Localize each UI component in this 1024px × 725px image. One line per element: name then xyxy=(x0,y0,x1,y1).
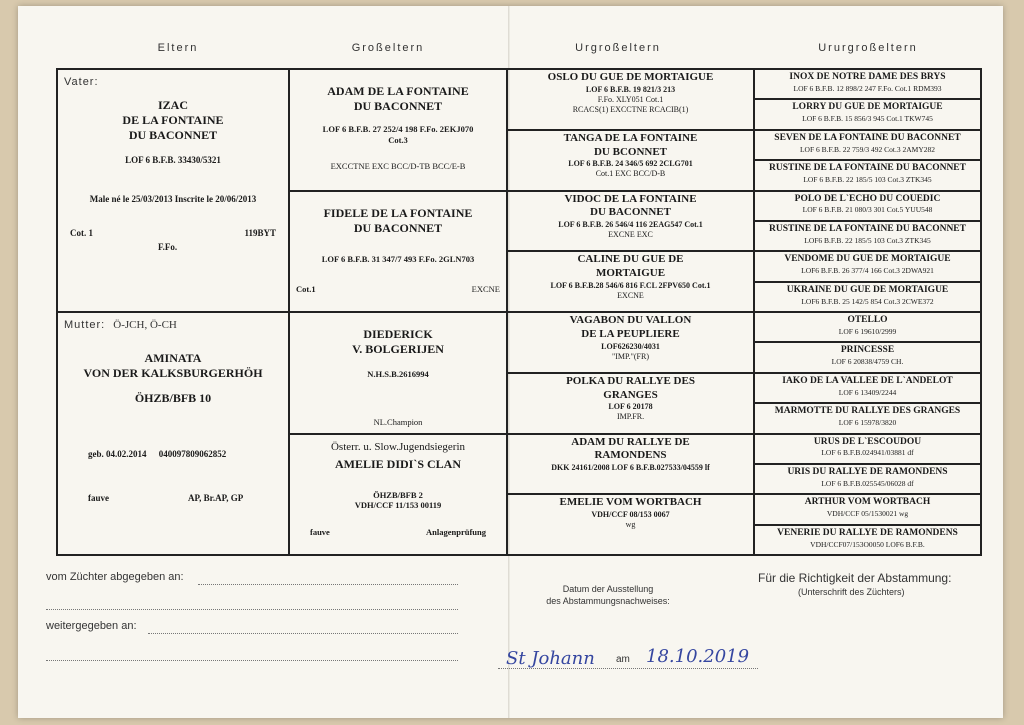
great-grandparent-cell xyxy=(507,373,754,434)
gp-notes: Anlagenprüfung xyxy=(426,527,486,537)
great-grandparent-cell xyxy=(507,312,754,373)
gp-name: FIDELE DE LA FONTAINE xyxy=(323,206,473,220)
ggp-text: IMP.FR. xyxy=(616,412,645,422)
gggp-reg: LOF 6 B.F.B. 21 080/3 301 Cot.5 YUU548 xyxy=(802,205,933,215)
ggp-text: OSLO DU GUE DE MORTAIGUE xyxy=(547,71,714,83)
grandparent-cell xyxy=(289,434,507,555)
ggp-text: POLKA DU RALLYE DES xyxy=(566,374,695,387)
father-id: 119BYT xyxy=(244,228,276,238)
gggp-name: MARMOTTE DU RALLYE DES GRANGES xyxy=(774,406,961,417)
gggp-reg: LOF6 B.F.B. 22 185/5 103 Cot.3 ZTK345 xyxy=(804,235,931,245)
great-great-grandparent-cell xyxy=(754,191,981,221)
great-great-grandparent-cell xyxy=(754,282,981,312)
passed-line-2[interactable] xyxy=(46,660,458,661)
ggp-text: LOF 6 B.F.B. 19 821/3 213 xyxy=(585,84,676,94)
ggp-text: VIDOC DE LA FONTAINE xyxy=(564,192,697,205)
mother-reg: ÖHZB/BFB 10 xyxy=(134,391,212,405)
gggp-name: ARTHUR VOM WORTBACH xyxy=(804,497,931,508)
gggp-reg: LOF 6 13409/2244 xyxy=(838,387,897,397)
great-great-grandparent-cell xyxy=(754,251,981,281)
gggp-name: INOX DE NOTRE DAME DES BRYS xyxy=(789,72,946,82)
great-grandparent-cell xyxy=(507,130,754,191)
ggp-text: LOF626230/4031 xyxy=(601,341,660,351)
gp-reg: ÖHZB/BFB 2 xyxy=(373,489,423,500)
gggp-reg: LOF 6 15978/3820 xyxy=(838,418,897,427)
mother-cell xyxy=(57,312,289,555)
breeder-label: vom Züchter abgegeben an: xyxy=(46,571,184,583)
signature-label: (Unterschrift des Züchters) xyxy=(798,587,905,597)
mother-label: Mutter: xyxy=(64,319,106,331)
gp-cot: Cot.3 xyxy=(388,134,408,145)
gggp-reg: LOF 6 20838/4759 CH. xyxy=(831,357,904,367)
ggp-text: VAGABON DU VALLON xyxy=(569,314,692,326)
date-label-1: Datum der Ausstellung xyxy=(562,584,654,594)
passed-label: weitergegeben an: xyxy=(46,620,137,632)
gp-name: ADAM DE LA FONTAINE xyxy=(327,84,469,98)
gggp-reg: VDH/CCF07/153O0050 LOF6 B.F.B. xyxy=(810,539,925,549)
gggp-reg: LOF 6 B.F.B.025545/06028 df xyxy=(821,478,914,488)
header-grosseltern: Großeltern xyxy=(351,42,425,54)
gggp-name: URIS DU RALLYE DE RAMONDENS xyxy=(787,466,948,477)
gp-reg: N.H.S.B.2616994 xyxy=(367,369,429,379)
gggp-name: VENDOME DU GUE DE MORTAIGUE xyxy=(784,254,951,265)
pedigree-table xyxy=(56,68,982,556)
great-great-grandparent-cell xyxy=(754,160,981,190)
father-label: Vater: xyxy=(64,76,99,88)
grandparent-cell xyxy=(289,69,507,191)
gggp-reg: LOF 6 B.F.B. 15 856/3 945 Cot.1 TKW745 xyxy=(802,114,933,124)
gggp-reg: LOF 6 B.F.B. 22 185/5 103 Cot.3 ZTK345 xyxy=(803,175,932,184)
gggp-reg: LOF6 B.F.B. 26 377/4 166 Cot.3 2DWA921 xyxy=(801,266,934,276)
ggp-text: VDH/CCF 08/153 0067 xyxy=(591,510,670,519)
father-name-2: DE LA FONTAINE xyxy=(122,113,224,127)
gp-notes: EXCCTNE EXC BCC/D-TB BCC/E-B xyxy=(330,161,466,172)
ggp-text: CALINE DU GUE DE xyxy=(577,253,684,266)
header-ururgrosseltern: Ururgroßeltern xyxy=(818,42,918,54)
gggp-name: IAKO DE LA VALLEE DE L`ANDELOT xyxy=(782,375,953,386)
mother-chip: 040097809062852 xyxy=(158,449,227,459)
issue-place: St Johann xyxy=(506,648,595,669)
gggp-name: RUSTINE DE LA FONTAINE DU BACONNET xyxy=(769,223,966,234)
gp-reg: VDH/CCF 11/153 00119 xyxy=(354,500,442,511)
am-label: am xyxy=(616,654,630,665)
great-great-grandparent-cell xyxy=(754,312,981,342)
ggp-text: GRANGES xyxy=(603,388,658,401)
great-great-grandparent-cell xyxy=(754,99,981,129)
mother-tests: AP, Br.AP, GP xyxy=(188,493,244,503)
pedigree-certificate xyxy=(18,6,1003,718)
mother-birth: geb. 04.02.2014 xyxy=(88,449,147,459)
father-cell xyxy=(57,69,289,312)
great-grandparent-cell xyxy=(507,251,754,312)
ggp-text: EXCNE xyxy=(617,290,644,300)
great-grandparent-cell xyxy=(507,191,754,252)
gggp-name: OTELLO xyxy=(847,315,888,325)
ggp-text: RAMONDENS xyxy=(594,449,667,462)
gp-name: AMELIE DIDI`S CLAN xyxy=(334,456,462,471)
date-line xyxy=(498,668,758,669)
father-birth: Male né le 25/03/2013 Inscrite le 20/06/2013 xyxy=(89,194,257,205)
gggp-name: POLO DE L`ECHO DU COUEDIC xyxy=(794,193,941,204)
ggp-text: MORTAIGUE xyxy=(595,267,666,279)
date-label-2: des Abstammungsnachweises: xyxy=(546,596,670,606)
gp-reg: LOF 6 B.F.B. 27 252/4 198 F.Fo. 2EKJ070 xyxy=(322,124,474,134)
great-great-grandparent-cell xyxy=(754,130,981,160)
ggp-text: wg xyxy=(625,520,636,529)
great-great-grandparent-cell xyxy=(754,464,981,494)
father-reg: LOF 6 B.F.B. 33430/5321 xyxy=(125,155,221,165)
ggp-text: LOF 6 B.F.B. 24 346/5 692 2CLG701 xyxy=(568,159,693,169)
passed-line[interactable] xyxy=(148,633,458,634)
gggp-name: SEVEN DE LA FONTAINE DU BACONNET xyxy=(774,132,961,143)
grandparent-cell xyxy=(289,191,507,312)
ggp-text: DU BCONNET xyxy=(593,145,668,158)
mother-titles: Ö-JCH, Ö-CH xyxy=(113,319,177,331)
gp-notes: NL.Champion xyxy=(373,417,423,427)
gggp-name: RUSTINE DE LA FONTAINE DU BACONNET xyxy=(769,163,966,174)
gp-cot: Cot.1 xyxy=(296,284,316,294)
correctness-label: Für die Richtigkeit der Abstammung: xyxy=(758,571,952,585)
ggp-text: Cot.1 EXC BCC/D-B xyxy=(595,169,666,179)
ggp-text: LOF 6 B.F.B.28 546/6 816 F.CL 2FPV650 Cot.1 xyxy=(550,280,711,290)
ggp-text: LOF 6 20178 xyxy=(608,402,653,412)
gggp-reg: LOF 6 B.F.B. 22 759/3 492 Cot.3 2AMY282 xyxy=(799,144,936,154)
gp-reg: LOF 6 B.F.B. 31 347/7 493 F.Fo. 2GLN703 xyxy=(321,254,475,264)
ggp-text: DU BACONNET xyxy=(590,206,671,219)
ggp-text: EMELIE VOM WORTBACH xyxy=(559,496,702,509)
mother-name-2: VON DER KALKSBURGERHÖH xyxy=(83,366,263,380)
ggp-text: EXCNE EXC xyxy=(608,230,653,239)
great-great-grandparent-cell xyxy=(754,525,981,555)
ggp-text: F.Fo. XLY051 Cot.1 xyxy=(597,94,664,104)
great-great-grandparent-cell xyxy=(754,434,981,464)
breeder-line-2[interactable] xyxy=(46,609,458,610)
great-grandparent-cell xyxy=(507,69,754,130)
grandparent-cell xyxy=(289,312,507,434)
ggp-text: DKK 24161/2008 LOF 6 B.F.B.027533/04559 lf xyxy=(551,463,710,472)
mother-name-1: AMINATA xyxy=(144,351,202,365)
gggp-reg: VDH/CCF 05/1530021 wg xyxy=(826,509,909,519)
great-great-grandparent-cell xyxy=(754,403,981,433)
gggp-name: PRINCESSE xyxy=(840,345,895,356)
great-great-grandparent-cell xyxy=(754,342,981,372)
father-name-3: DU BACONNET xyxy=(128,128,218,142)
gggp-reg: LOF6 B.F.B. 25 142/5 854 Cot.3 2CWE372 xyxy=(801,296,934,306)
mother-color: fauve xyxy=(88,493,109,503)
gggp-name: URUS DE L`ESCOUDOU xyxy=(813,436,922,447)
gp-title: Österr. u. Slow.Jugendsiegerin xyxy=(330,441,466,453)
great-great-grandparent-cell xyxy=(754,221,981,251)
gggp-reg: LOF 6 B.F.B.024941/03881 df xyxy=(821,448,914,458)
gp-color: fauve xyxy=(310,527,330,537)
great-great-grandparent-cell xyxy=(754,494,981,524)
ggp-text: "IMP."(FR) xyxy=(612,351,649,361)
gggp-reg: LOF 6 19610/2999 xyxy=(838,326,897,336)
header-eltern: Eltern xyxy=(157,42,199,54)
gp-name: V. BOLGERIJEN xyxy=(352,342,444,356)
ggp-text: ADAM DU RALLYE DE xyxy=(571,435,690,448)
gp-name: DU BACONNET xyxy=(353,99,443,113)
gp-name: DU BACONNET xyxy=(353,221,443,235)
great-grandparent-cell xyxy=(507,434,754,495)
issue-date: 18.10.2019 xyxy=(646,646,750,667)
gggp-reg: LOF 6 B.F.B. 12 898/2 247 F.Fo. Cot.1 RDM393 xyxy=(793,83,942,93)
gggp-name: LORRY DU GUE DE MORTAIGUE xyxy=(792,102,943,113)
gp-name: DIEDERICK xyxy=(363,327,433,341)
father-ffo: F.Fo. xyxy=(158,242,178,252)
father-name-1: IZAC xyxy=(157,98,188,112)
gggp-name: UKRAINE DU GUE DE MORTAIGUE xyxy=(786,284,949,295)
gp-notes: EXCNE xyxy=(471,284,500,294)
father-cot: Cot. 1 xyxy=(70,228,93,238)
ggp-text: LOF 6 B.F.B. 26 546/4 116 2EAG547 Cot.1 xyxy=(558,220,703,229)
gggp-name: VENERIE DU RALLYE DE RAMONDENS xyxy=(777,527,958,538)
great-great-grandparent-cell xyxy=(754,69,981,99)
ggp-text: TANGA DE LA FONTAINE xyxy=(563,131,698,144)
header-urgrosseltern: Urgroßeltern xyxy=(575,42,661,54)
breeder-line[interactable] xyxy=(198,584,458,585)
great-grandparent-cell xyxy=(507,494,754,555)
ggp-text: RCACS(1) EXCCTNE RCACIB(1) xyxy=(572,104,689,114)
ggp-text: DE LA PEUPLIERE xyxy=(581,327,680,340)
great-great-grandparent-cell xyxy=(754,373,981,403)
